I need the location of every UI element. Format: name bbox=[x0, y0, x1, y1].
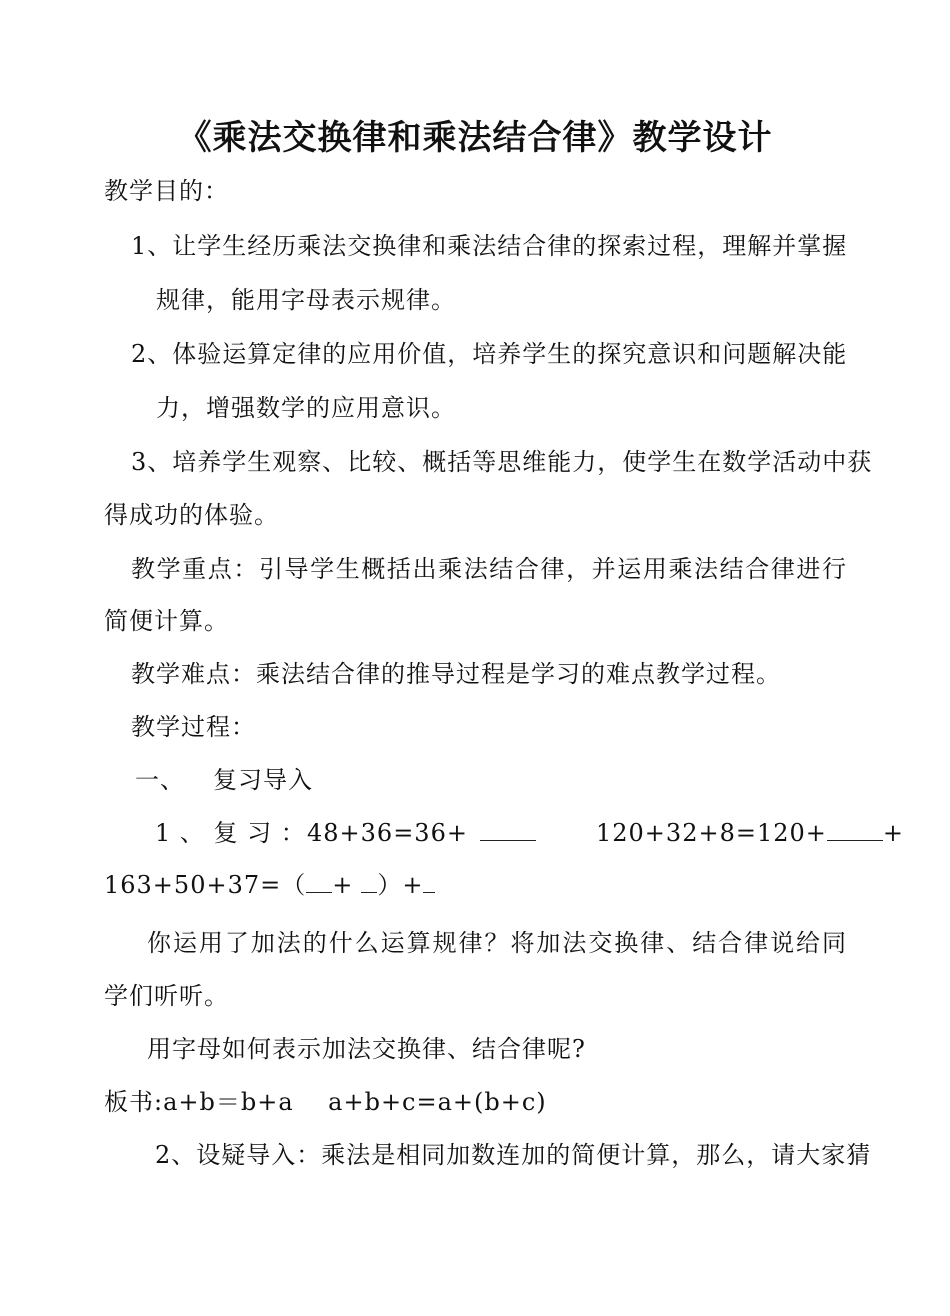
question-line1: 你运用了加法的什么运算规律？将加法交换律、结合律说给同 bbox=[147, 929, 847, 957]
answer-blank[interactable] bbox=[423, 870, 435, 893]
board-label: 板书: bbox=[104, 1088, 164, 1116]
section-1-number: 一、 bbox=[135, 766, 185, 794]
objective-3-line1: 3、培养学生观察、比较、概括等思维能力，使学生在数学活动中获 bbox=[131, 448, 873, 476]
review-expression-3-close: ）+ bbox=[377, 871, 424, 899]
answer-blank[interactable] bbox=[827, 818, 883, 841]
objective-2-line2: 力，增强数学的应用意识。 bbox=[156, 394, 456, 422]
question-line2: 学们听听。 bbox=[104, 982, 229, 1010]
board-formula: a+b＝b+a a+b+c=a+(b+c) bbox=[163, 1088, 547, 1116]
review-expression-2-text: 120+32+8=120+ bbox=[596, 819, 827, 847]
review-expression-2-plus: + bbox=[882, 819, 904, 847]
objective-2-line1: 2、体验运算定律的应用价值，培养学生的探究意识和问题解决能 bbox=[131, 340, 848, 368]
review-expression-2 bbox=[596, 818, 904, 848]
review-expression-3-text: 163+50+37=（ bbox=[104, 871, 307, 899]
setup-line1: 2、设疑导入：乘法是相同加数连加的简便计算，那么，请大家猜 bbox=[155, 1141, 872, 1169]
process-heading: 教学过程： bbox=[131, 713, 256, 741]
difficulty-line: 教学难点：乘法结合律的推导过程是学习的难点教学过程。 bbox=[131, 660, 781, 688]
objective-3-line2: 得成功的体验。 bbox=[104, 501, 279, 529]
objective-1-line1: 1、让学生经历乘法交换律和乘法结合律的探索过程，理解并掌握 bbox=[131, 232, 848, 260]
review-expression-3 bbox=[104, 870, 435, 900]
key-point-line1: 教学重点：引导学生概括出乘法结合律，并运用乘法结合律进行 bbox=[131, 555, 847, 583]
objectives-heading: 教学目的： bbox=[104, 177, 229, 205]
answer-blank[interactable] bbox=[480, 818, 536, 841]
board-notes bbox=[104, 1087, 547, 1117]
section-1-title: 复习导入 bbox=[213, 766, 313, 794]
document-title: 《乘法交换律和乘法结合律》教学设计 bbox=[177, 118, 773, 158]
review-expression-1-text: 48+36=36+ bbox=[307, 819, 468, 847]
review-expression-1 bbox=[307, 818, 536, 848]
key-point-line2: 简便计算。 bbox=[104, 607, 229, 635]
objective-1-line2: 规律，能用字母表示规律。 bbox=[156, 286, 456, 314]
review-expression-3-plus: + bbox=[332, 871, 354, 899]
letters-question: 用字母如何表示加法交换律、结合律呢? bbox=[147, 1035, 586, 1063]
answer-blank[interactable] bbox=[306, 870, 332, 893]
review-label: 1 、 复 习 ： bbox=[155, 819, 306, 847]
answer-blank[interactable] bbox=[361, 870, 377, 893]
